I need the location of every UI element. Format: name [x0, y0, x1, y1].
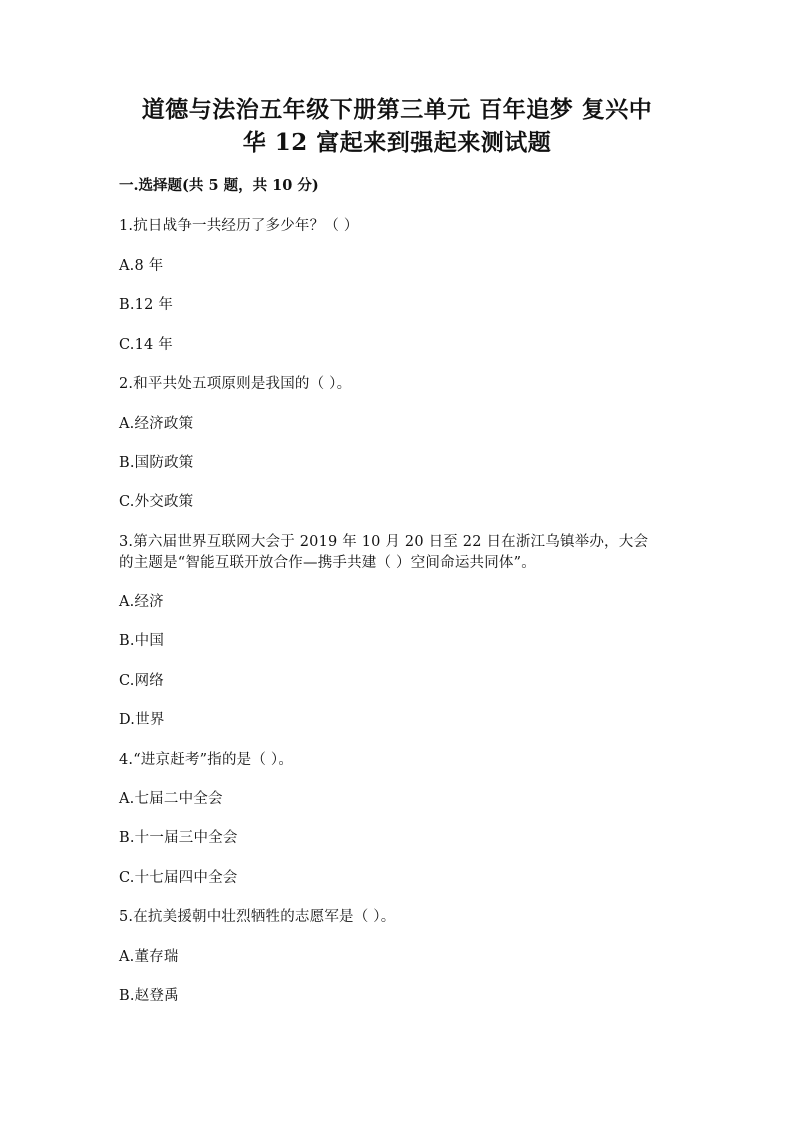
question-5-option-b: B.赵登禹: [119, 988, 179, 1004]
question-4-option-b: B.十一届三中全会: [119, 830, 238, 846]
question-3-option-c: C.网络: [119, 673, 164, 689]
question-2-option-c: C.外交政策: [119, 494, 194, 510]
question-3-option-d: D.世界: [119, 712, 165, 728]
question-5-text: 5.在抗美援朝中壮烈牺牲的志愿军是（ ）。: [119, 909, 396, 925]
question-4-option-a: A.七届二中全会: [119, 791, 223, 807]
section-heading: 一.选择题(共 5 题，共 10 分): [119, 177, 319, 194]
question-3-text-line-2: 的主题是“智能互联开放合作—携手共建（ ）空间命运共同体”。: [119, 555, 536, 571]
question-3-option-a: A.经济: [119, 594, 164, 610]
question-2-option-a: A.经济政策: [119, 416, 194, 432]
page-title-line-1: 道德与法治五年级下册第三单元 百年追梦 复兴中: [141, 96, 653, 123]
question-1-text: 1.抗日战争一共经历了多少年？（ ）: [119, 218, 359, 234]
question-3-option-b: B.中国: [119, 633, 165, 649]
question-2-text: 2.和平共处五项原则是我国的（ ）。: [119, 376, 352, 392]
question-4-option-c: C.十七届四中全会: [119, 870, 238, 886]
page-title-line-2: 华 12 富起来到强起来测试题: [242, 129, 552, 156]
question-1-option-b: B.12 年: [119, 297, 174, 313]
question-4-text: 4.“进京赶考”指的是（ ）。: [119, 752, 294, 768]
question-2-option-b: B.国防政策: [119, 455, 194, 471]
question-1-option-c: C.14 年: [119, 337, 173, 353]
question-1-option-a: A.8 年: [119, 258, 164, 274]
question-5-option-a: A.董存瑞: [119, 949, 179, 965]
question-3-text-line-1: 3.第六届世界互联网大会于 2019 年 10 月 20 日至 22 日在浙江乌镇举办，大会: [119, 534, 649, 550]
